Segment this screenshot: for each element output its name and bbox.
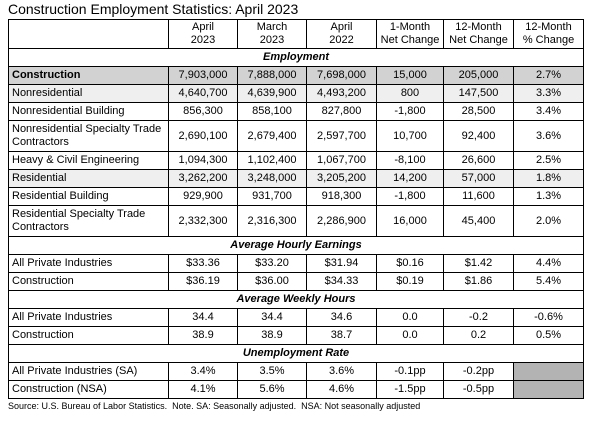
row-label: Nonresidential Building — [9, 103, 169, 121]
column-header — [238, 20, 307, 49]
column-header-line1: 12-Month — [455, 21, 502, 33]
value-cell: -0.2pp — [444, 363, 514, 381]
value-cell: -0.2 — [444, 309, 514, 327]
section-row — [9, 291, 584, 309]
value-cell: 147,500 — [444, 85, 514, 103]
value-cell: $36.19 — [169, 273, 238, 291]
value-cell: $33.20 — [238, 255, 307, 273]
value-cell: 0.0 — [377, 309, 444, 327]
value-cell: 3.3% — [514, 85, 584, 103]
value-cell: 3,205,200 — [307, 170, 377, 188]
row-label: Construction — [9, 327, 169, 345]
column-header-line1: April — [191, 21, 214, 33]
value-cell: 10,700 — [377, 121, 444, 152]
value-cell: 14,200 — [377, 170, 444, 188]
value-cell: 827,800 — [307, 103, 377, 121]
value-cell: $36.00 — [238, 273, 307, 291]
table-body — [9, 49, 584, 399]
value-cell: 45,400 — [444, 206, 514, 237]
table-row — [9, 273, 584, 291]
value-cell: 57,000 — [444, 170, 514, 188]
value-cell: -0.6% — [514, 309, 584, 327]
table-row — [9, 381, 584, 399]
value-cell: 2,690,100 — [169, 121, 238, 152]
value-cell: -1.5pp — [377, 381, 444, 399]
value-cell: 4,639,900 — [238, 85, 307, 103]
value-cell: $0.16 — [377, 255, 444, 273]
value-cell: $0.19 — [377, 273, 444, 291]
row-label: Nonresidential — [9, 85, 169, 103]
stats-table — [8, 19, 584, 399]
value-cell: $33.36 — [169, 255, 238, 273]
table-row — [9, 85, 584, 103]
row-label: Construction — [9, 273, 169, 291]
value-cell: 2,332,300 — [169, 206, 238, 237]
table-row — [9, 309, 584, 327]
value-cell: 11,600 — [444, 188, 514, 206]
column-header — [514, 20, 584, 49]
column-header-line2: 2023 — [190, 34, 216, 46]
column-header-line1: March — [256, 21, 288, 33]
value-cell: 4.6% — [307, 381, 377, 399]
value-cell: -0.5pp — [444, 381, 514, 399]
column-header-line2: % Change — [522, 34, 575, 46]
column-header-line1: 1-Month — [389, 21, 431, 33]
table-row — [9, 363, 584, 381]
row-label: Residential Specialty Trade Contractors — [9, 206, 169, 237]
value-cell: $31.94 — [307, 255, 377, 273]
value-cell: 38.9 — [169, 327, 238, 345]
value-cell: 800 — [377, 85, 444, 103]
column-header-line2: 2023 — [259, 34, 285, 46]
table-row — [9, 152, 584, 170]
value-cell: 4.4% — [514, 255, 584, 273]
row-label: Construction — [9, 67, 169, 85]
value-cell: -0.1pp — [377, 363, 444, 381]
table-row — [9, 170, 584, 188]
value-cell: -1,800 — [377, 188, 444, 206]
value-cell: 16,000 — [377, 206, 444, 237]
table-header — [9, 20, 584, 49]
value-cell: 3,248,000 — [238, 170, 307, 188]
table-row — [9, 327, 584, 345]
table-row — [9, 121, 584, 152]
source-note: Source: U.S. Bureau of Labor Statistics. Note. SA: Seasonally adjusted. NSA: Not seasonally adjusted — [8, 401, 421, 411]
value-cell: 2.0% — [514, 206, 584, 237]
value-cell: 2,286,900 — [307, 206, 377, 237]
value-cell: 2,679,400 — [238, 121, 307, 152]
row-label: Heavy & Civil Engineering — [9, 152, 169, 170]
value-cell: 1.8% — [514, 170, 584, 188]
value-cell: -8,100 — [377, 152, 444, 170]
column-header — [169, 20, 238, 49]
column-header — [377, 20, 444, 49]
row-label: Nonresidential Specialty Trade Contractors — [9, 121, 169, 152]
value-cell: 1,067,700 — [307, 152, 377, 170]
section-header: Average Hourly Earnings — [9, 237, 584, 255]
column-header — [444, 20, 514, 49]
value-cell: 918,300 — [307, 188, 377, 206]
column-header-line1: April — [330, 21, 353, 33]
section-header: Average Weekly Hours — [9, 291, 584, 309]
column-header-line1: 12-Month — [525, 21, 572, 33]
value-cell: 3.4% — [169, 363, 238, 381]
value-cell: 4,640,700 — [169, 85, 238, 103]
value-cell: 34.4 — [238, 309, 307, 327]
value-cell: 28,500 — [444, 103, 514, 121]
value-cell: 0.5% — [514, 327, 584, 345]
row-label: Construction (NSA) — [9, 381, 169, 399]
table-row — [9, 67, 584, 85]
value-cell: 1,094,300 — [169, 152, 238, 170]
row-label: Residential — [9, 170, 169, 188]
value-cell: 3.5% — [238, 363, 307, 381]
table-row — [9, 206, 584, 237]
value-cell: 3.4% — [514, 103, 584, 121]
value-cell: 3.6% — [307, 363, 377, 381]
value-cell: 205,000 — [444, 67, 514, 85]
table-row — [9, 255, 584, 273]
value-cell: 7,903,000 — [169, 67, 238, 85]
value-cell: $1.42 — [444, 255, 514, 273]
row-label: Residential Building — [9, 188, 169, 206]
value-cell: 4.1% — [169, 381, 238, 399]
table-row — [9, 188, 584, 206]
value-cell: 7,888,000 — [238, 67, 307, 85]
value-cell: 929,900 — [169, 188, 238, 206]
value-cell: $1.86 — [444, 273, 514, 291]
value-cell: 5.4% — [514, 273, 584, 291]
value-cell: 1,102,400 — [238, 152, 307, 170]
row-label: All Private Industries — [9, 309, 169, 327]
value-cell: 856,300 — [169, 103, 238, 121]
column-header — [307, 20, 377, 49]
value-cell: 1.3% — [514, 188, 584, 206]
value-cell: 15,000 — [377, 67, 444, 85]
value-cell: 858,100 — [238, 103, 307, 121]
section-header: Employment — [9, 49, 584, 67]
section-row — [9, 49, 584, 67]
value-cell: 38.7 — [307, 327, 377, 345]
value-cell: 2,597,700 — [307, 121, 377, 152]
value-cell: -1,800 — [377, 103, 444, 121]
value-cell: 38.9 — [238, 327, 307, 345]
value-cell: 3.6% — [514, 121, 584, 152]
section-row — [9, 345, 584, 363]
value-cell: 2,316,300 — [238, 206, 307, 237]
value-cell: 34.6 — [307, 309, 377, 327]
column-header-line2: 2022 — [329, 34, 354, 46]
value-cell: 2.7% — [514, 67, 584, 85]
value-cell: 26,600 — [444, 152, 514, 170]
value-cell: 2.5% — [514, 152, 584, 170]
value-cell: 931,700 — [238, 188, 307, 206]
value-cell: 7,698,000 — [307, 67, 377, 85]
row-label: All Private Industries — [9, 255, 169, 273]
row-label: All Private Industries (SA) — [9, 363, 169, 381]
header-row — [9, 20, 584, 49]
value-cell: 5.6% — [238, 381, 307, 399]
section-header: Unemployment Rate — [9, 345, 584, 363]
value-cell: 0.2 — [444, 327, 514, 345]
empty-filled-cell — [514, 381, 584, 399]
value-cell: 92,400 — [444, 121, 514, 152]
corner-cell — [9, 20, 169, 49]
value-cell: 4,493,200 — [307, 85, 377, 103]
value-cell: $34.33 — [307, 273, 377, 291]
value-cell: 3,262,200 — [169, 170, 238, 188]
table-row — [9, 103, 584, 121]
value-cell: 0.0 — [377, 327, 444, 345]
section-row — [9, 237, 584, 255]
value-cell: 34.4 — [169, 309, 238, 327]
empty-filled-cell — [514, 363, 584, 381]
column-header-line2: Net Change — [380, 34, 440, 46]
page-title: Construction Employment Statistics: April 2023 — [8, 1, 299, 17]
column-header-line2: Net Change — [449, 34, 508, 46]
